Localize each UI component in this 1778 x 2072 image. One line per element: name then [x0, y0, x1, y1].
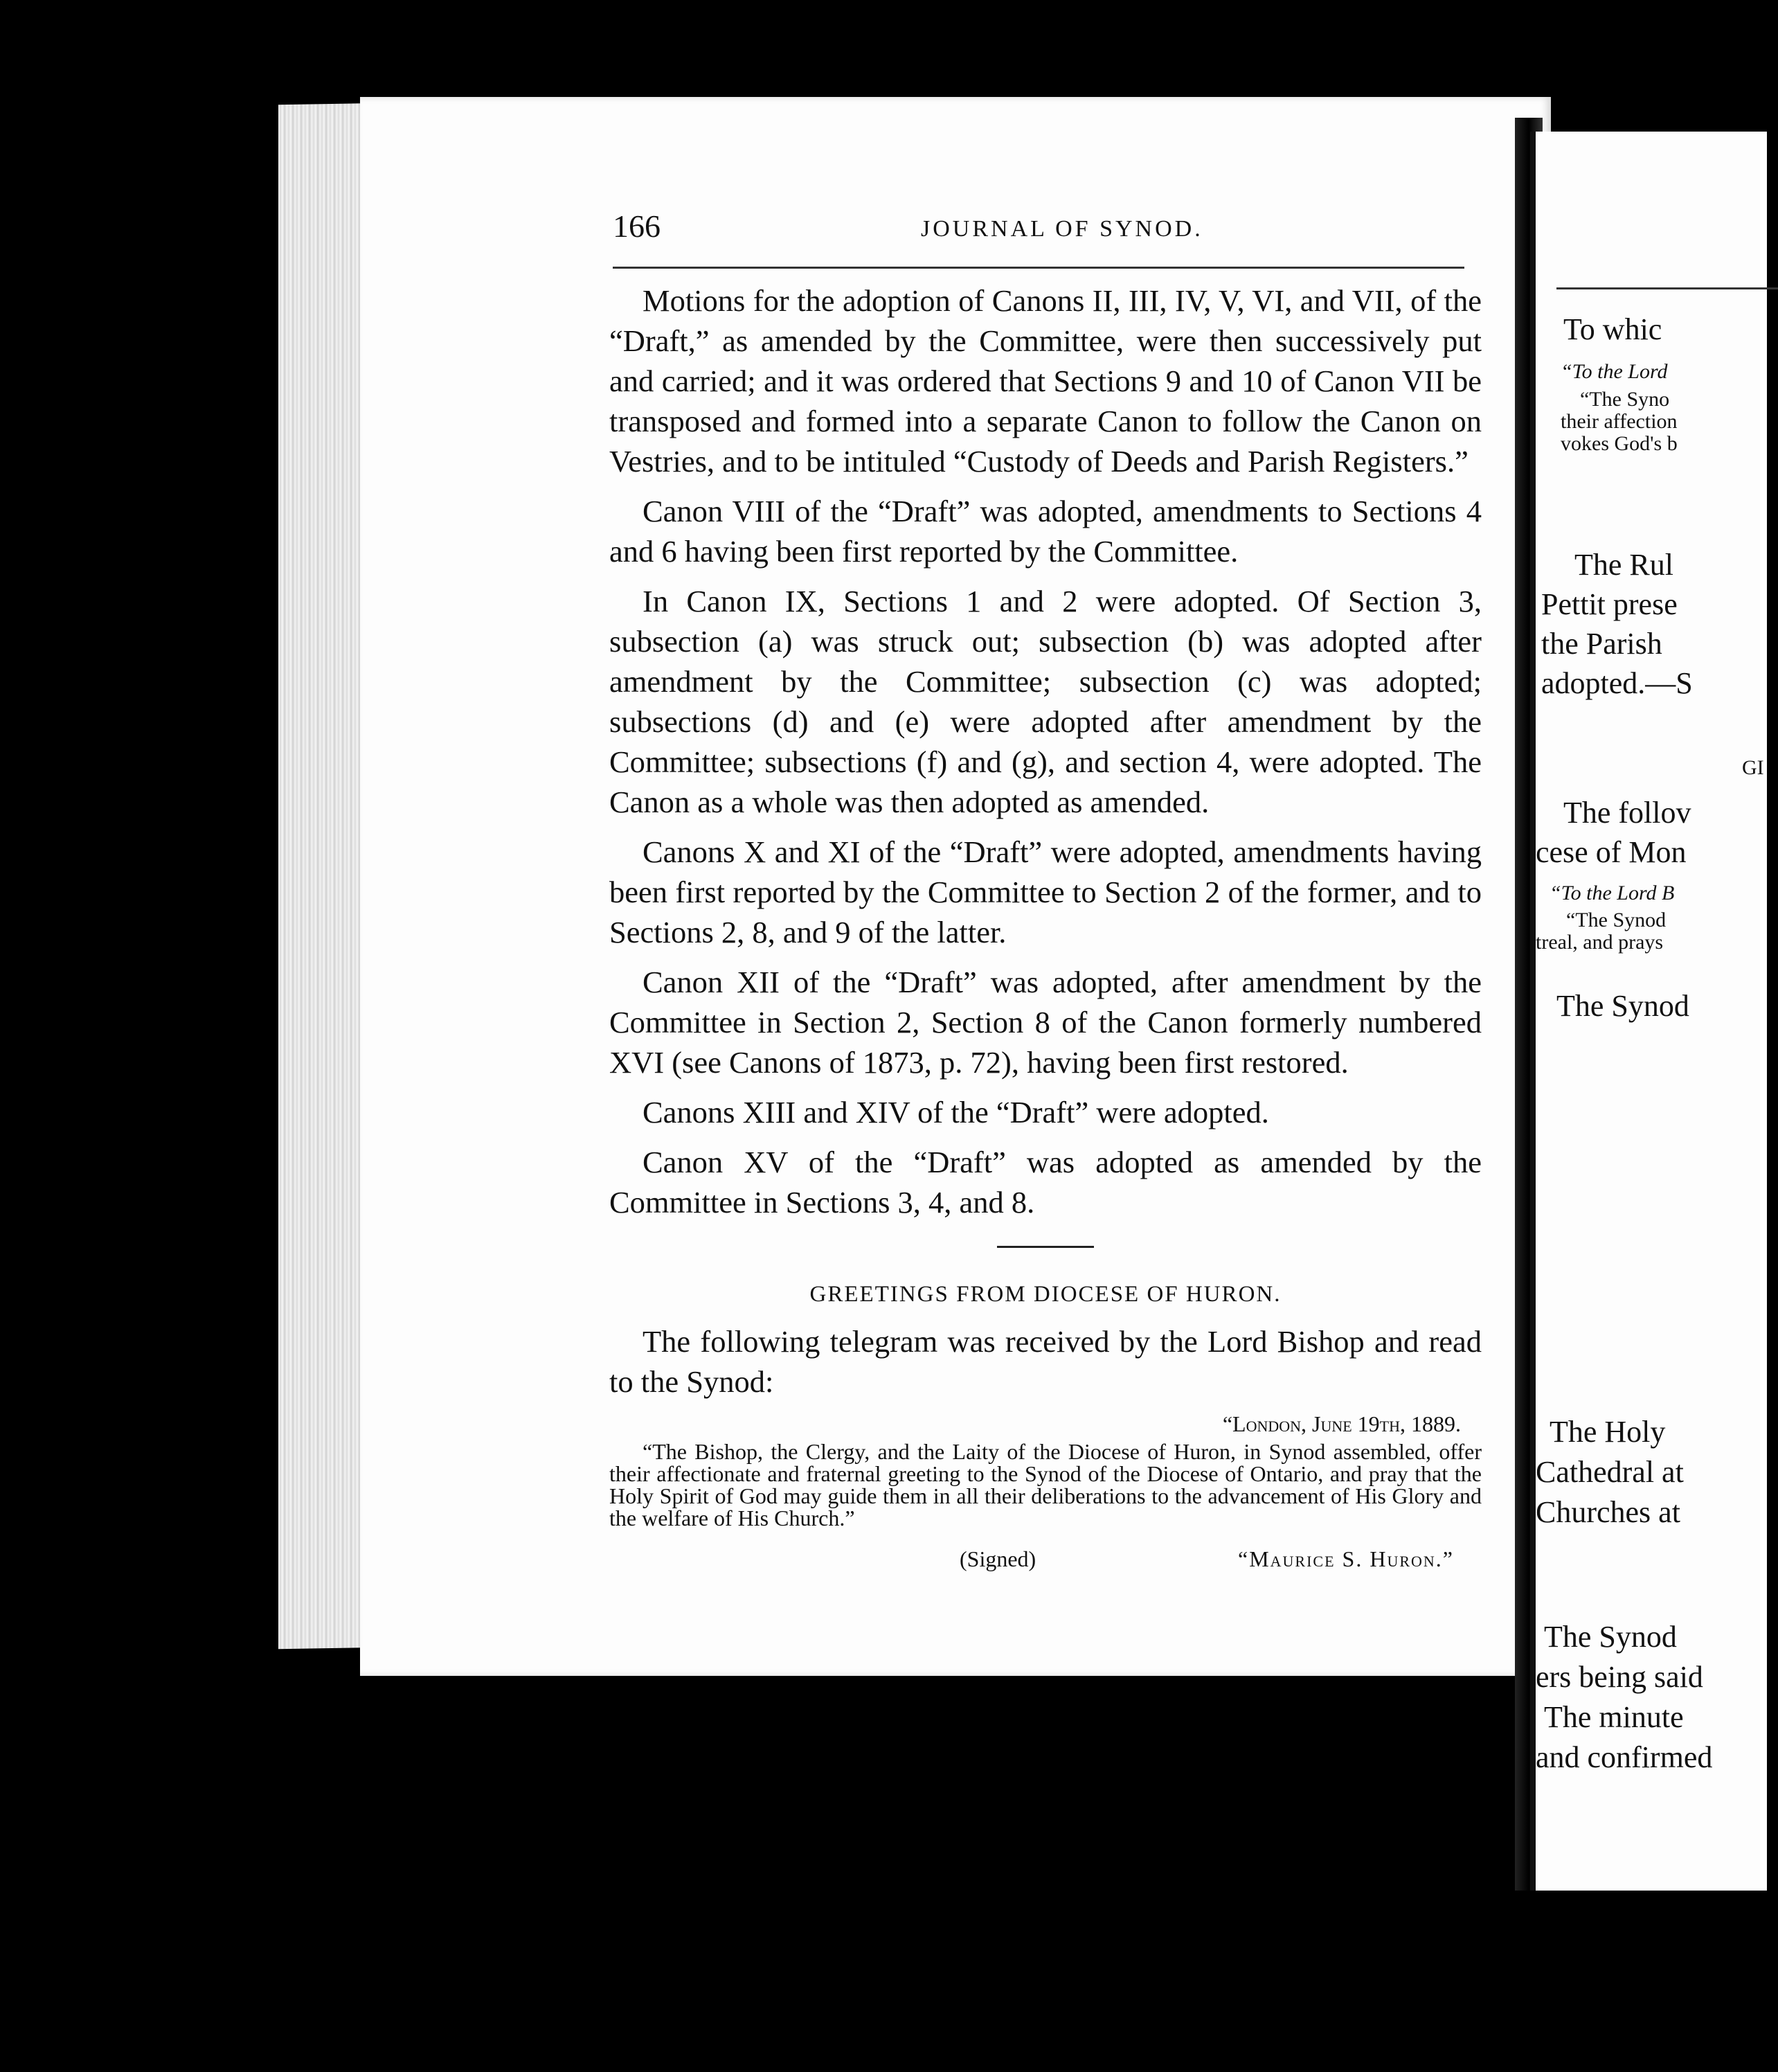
right-fragment: the Parish	[1541, 627, 1662, 661]
telegram-dateline: “London, June 19th, 1889.	[1222, 1411, 1461, 1436]
right-fragment: Churches at	[1536, 1495, 1680, 1529]
right-fragment: The follov	[1563, 796, 1691, 830]
right-fragment: vokes God's b	[1561, 432, 1678, 455]
right-fragment: “To the Lord B	[1550, 882, 1675, 904]
right-page	[1530, 132, 1767, 1891]
paragraph: Canon XII of the “Draft” was adopted, after amendment by the Committee in Section 2, Section 8 of the Canon formerly numbered XVI (see Canons of 1873, p. 72), having been first restored.	[609, 965, 1482, 1080]
paragraph: Canons XIII and XIV of the “Draft” were adopted.	[643, 1095, 1269, 1129]
right-fragment: The Synod	[1544, 1620, 1677, 1654]
page-number: 166	[613, 208, 661, 244]
section-heading: GREETINGS FROM DIOCESE OF HURON.	[809, 1282, 1282, 1307]
running-head: JOURNAL OF SYNOD.	[921, 216, 1203, 242]
right-fragment: cese of Mon	[1536, 835, 1687, 869]
right-fragment: ers being said	[1536, 1660, 1703, 1694]
right-fragment: The Holy	[1550, 1415, 1666, 1449]
right-fragment: treal, and prays	[1536, 931, 1664, 954]
right-fragment: “The Synod	[1566, 909, 1667, 931]
paragraph: Motions for the adoption of Canons II, III, IV, V, VI, and VII, of the “Draft,” as amended by the Committee, were then successively put and carried; and it was ordered that Sections 9 and 10 of Canon VII be transposed and formed into a separate Canon to follow the Canon on Vestries, and to be intituled “Custody of Deeds and Parish Registers.”	[609, 283, 1482, 479]
section-divider	[997, 1246, 1094, 1248]
right-fragment: Pettit prese	[1541, 587, 1678, 621]
right-fragment: and confirmed	[1536, 1740, 1713, 1774]
right-fragment: The minute	[1544, 1700, 1684, 1734]
right-fragment: Cathedral at	[1536, 1455, 1684, 1489]
page-header	[613, 208, 1464, 249]
right-fragment: GI	[1742, 756, 1764, 779]
paragraph: In Canon IX, Sections 1 and 2 were adopted. Of Section 3, subsection (a) was struck out; subsection (b) was adopted after amendment by the Committee; subsection (c) was adopted; subsections (d) and (e) were adopted after amendment by the Committee; subsections (f) and (g), and section 4, were adopted. The Canon as a whole was then adopted as amended.	[609, 584, 1482, 819]
right-fragment: their affection	[1561, 410, 1678, 433]
signature-line	[609, 1539, 1482, 1571]
signer-name: “Maurice S. Huron.”	[1238, 1546, 1454, 1571]
paragraph: Canons X and XI of the “Draft” were adopted, amendments having been first reported by the Committee to Section 2 of the former, and to Sections 2, 8, and 9 of the latter.	[609, 834, 1482, 949]
right-page-rule	[1556, 287, 1778, 289]
right-fragment: “To the Lord	[1561, 360, 1668, 383]
right-fragment: adopted.—S	[1541, 666, 1693, 700]
right-fragment: The Rul	[1574, 548, 1673, 582]
header-rule	[613, 267, 1464, 269]
signed-label: (Signed)	[960, 1546, 1036, 1571]
greeting-intro: The following telegram was received by the Lord Bishop and read to the Synod:	[609, 1324, 1482, 1399]
right-fragment: “The Syno	[1580, 388, 1670, 411]
right-fragment: To whic	[1563, 312, 1662, 346]
telegram-text: “The Bishop, the Clergy, and the Laity of the Diocese of Huron, in Synod assembled, offer their affectionate and fraternal greeting to the Synod of the Diocese of Ontario, and pray that the Holy Spirit of God may guide them in all their deliberations to the advancement of His Glory and the welfare of His Church.”	[609, 1439, 1482, 1530]
paragraph: Canon VIII of the “Draft” was adopted, amendments to Sections 4 and 6 having been first reported by the Committee.	[609, 494, 1482, 569]
body-text	[609, 280, 1482, 1571]
paragraph: Canon XV of the “Draft” was adopted as amended by the Committee in Sections 3, 4, and 8.	[609, 1145, 1482, 1220]
right-fragment: The Synod	[1556, 989, 1689, 1023]
